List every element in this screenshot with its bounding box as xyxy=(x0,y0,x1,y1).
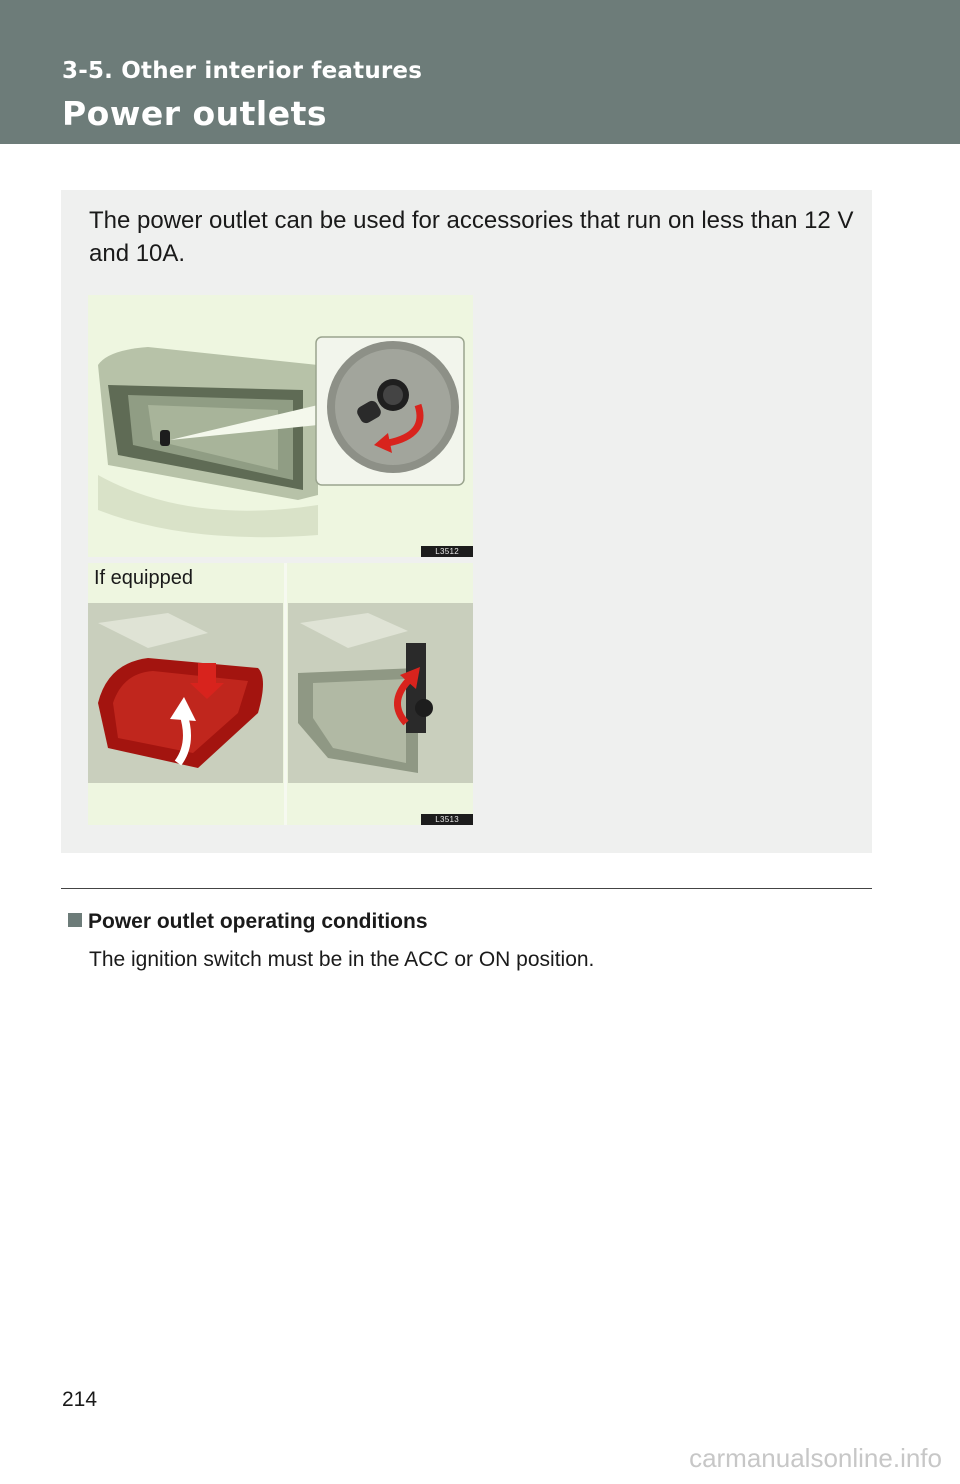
front-console-outlet-illustration xyxy=(88,563,473,825)
conditions-heading-text: Power outlet operating conditions xyxy=(88,910,428,933)
conditions-heading xyxy=(68,910,428,934)
if-equipped-caption: If equipped xyxy=(94,567,193,589)
square-bullet-icon xyxy=(68,913,82,927)
page-title: Power outlets xyxy=(62,94,328,133)
conditions-text: The ignition switch must be in the ACC or ON position. xyxy=(89,948,595,971)
console-box-drawing xyxy=(88,295,473,557)
watermark: carmanualsonline.info xyxy=(689,1443,942,1473)
figure-code: L3512 xyxy=(421,546,473,557)
divider xyxy=(61,888,872,889)
intro-text: The power outlet can be used for accessories that run on less than 12 V and 10A. xyxy=(89,207,854,267)
console-outlet-illustration xyxy=(88,295,473,557)
page-number: 214 xyxy=(62,1388,98,1411)
front-console-drawing xyxy=(88,563,473,825)
figure-code: L3513 xyxy=(421,814,473,825)
intro-panel xyxy=(61,190,872,853)
page-header xyxy=(0,0,960,144)
section-label: 3-5. Other interior features xyxy=(62,58,423,84)
